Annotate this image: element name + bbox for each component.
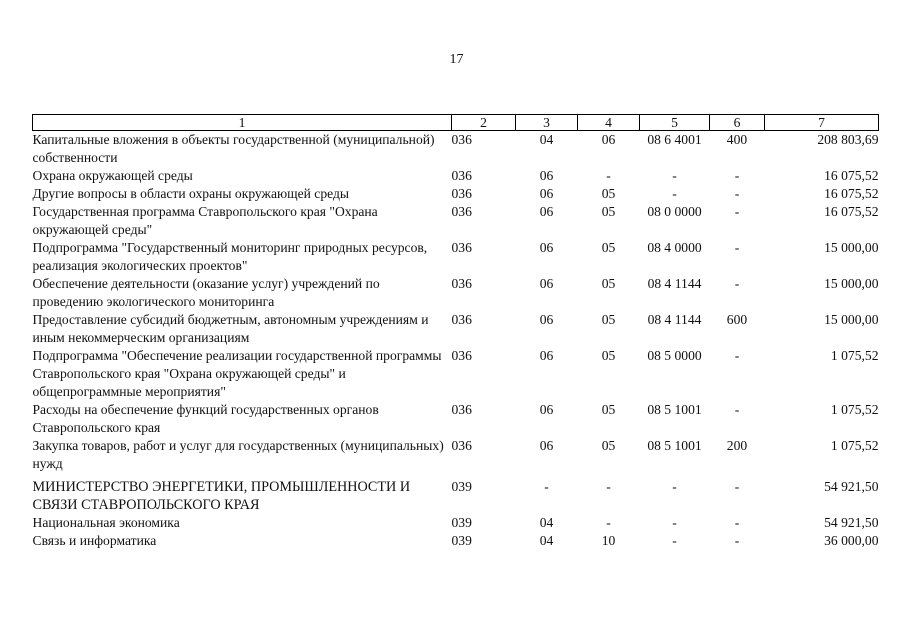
row-section: 04 xyxy=(539,533,554,548)
row-ministry-code: 036 xyxy=(451,438,472,453)
table-row xyxy=(33,239,879,275)
header-cell-2: 2 xyxy=(452,115,516,131)
row-ministry-code: 036 xyxy=(451,348,472,363)
page-number: 17 xyxy=(449,52,464,67)
row-ministry-code: 036 xyxy=(451,132,472,147)
row-subsection: 05 xyxy=(601,312,616,327)
row-target-article: 08 6 4001 xyxy=(647,132,702,147)
row-name: Подпрограмма "Обеспечение реализации государственной программы Ставропольского края "Охрана окружающей среды" и общепрограммные мероприятия" xyxy=(32,348,442,399)
row-target-article: 08 4 0000 xyxy=(647,240,702,255)
row-section: 04 xyxy=(539,132,554,147)
row-amount: 16 075,52 xyxy=(824,204,879,219)
row-section: 06 xyxy=(539,168,554,183)
row-ministry-code: 036 xyxy=(451,186,472,201)
row-amount: 15 000,00 xyxy=(824,240,879,255)
row-amount: 54 921,50 xyxy=(824,515,879,530)
header-cell-6: 6 xyxy=(710,115,765,131)
row-expense-type: 400 xyxy=(726,132,748,147)
row-subsection: 05 xyxy=(601,186,616,201)
row-subsection: 05 xyxy=(601,240,616,255)
row-subsection: - xyxy=(606,168,611,183)
row-target-article: - xyxy=(672,515,677,530)
row-target-article: 08 5 1001 xyxy=(647,402,702,417)
row-name: Капитальные вложения в объекты государственной (муниципальной) собственности xyxy=(32,132,435,165)
row-target-article: 08 4 1144 xyxy=(647,312,702,327)
row-amount: 16 075,52 xyxy=(824,168,879,183)
row-name: Другие вопросы в области охраны окружающей среды xyxy=(32,186,350,201)
row-target-article: 08 0 0000 xyxy=(647,204,702,219)
row-name: Национальная экономика xyxy=(32,515,180,530)
row-amount: 15 000,00 xyxy=(824,312,879,327)
table-row xyxy=(33,532,879,550)
row-ministry-code: 039 xyxy=(451,515,472,530)
row-amount: 54 921,50 xyxy=(824,479,879,494)
row-target-article: 08 5 0000 xyxy=(647,348,702,363)
row-amount: 1 075,52 xyxy=(830,438,879,453)
row-target-article: 08 5 1001 xyxy=(647,438,702,453)
header-cell-1: 1 xyxy=(33,115,452,131)
row-expense-type: - xyxy=(734,240,740,255)
row-expense-type: - xyxy=(734,479,740,494)
row-subsection: 05 xyxy=(601,348,616,363)
row-subsection: 10 xyxy=(601,533,616,548)
row-ministry-code: 036 xyxy=(451,276,472,291)
header-cell-3: 3 xyxy=(516,115,578,131)
row-target-article: - xyxy=(672,479,677,494)
row-section: 06 xyxy=(539,276,554,291)
row-subsection: 05 xyxy=(601,276,616,291)
table-row xyxy=(33,203,879,239)
budget-table xyxy=(32,114,879,550)
row-amount: 1 075,52 xyxy=(830,348,879,363)
row-name: МИНИСТЕРСТВО ЭНЕРГЕТИКИ, ПРОМЫШЛЕННОСТИ И СВЯЗИ СТАВРОПОЛЬСКОГО КРАЯ xyxy=(32,479,411,513)
row-subsection: 05 xyxy=(601,204,616,219)
row-ministry-code: 036 xyxy=(451,204,472,219)
row-amount: 208 803,69 xyxy=(817,132,879,147)
row-name: Предоставление субсидий бюджетным, автономным учреждениям и иным некоммерческим организациям xyxy=(32,312,429,345)
row-target-article: - xyxy=(672,168,677,183)
row-ministry-code: 036 xyxy=(451,240,472,255)
row-target-article: - xyxy=(672,533,677,548)
row-section: 06 xyxy=(539,240,554,255)
header-cell-7: 7 xyxy=(765,115,879,131)
table-row xyxy=(33,131,879,168)
row-amount: 16 075,52 xyxy=(824,186,879,201)
table-row xyxy=(33,311,879,347)
table-row xyxy=(33,347,879,401)
row-name: Подпрограмма "Государственный мониторинг природных ресурсов, реализация экологических проектов" xyxy=(32,240,428,273)
row-name: Связь и информатика xyxy=(32,533,157,548)
row-expense-type: - xyxy=(734,515,740,530)
row-name: Охрана окружающей среды xyxy=(32,168,193,183)
row-name: Расходы на обеспечение функций государственных органов Ставропольского края xyxy=(32,402,379,435)
row-expense-type: 200 xyxy=(726,438,748,453)
row-ministry-code: 039 xyxy=(451,479,472,494)
table-row xyxy=(33,185,879,203)
header-row xyxy=(33,115,879,131)
table-row xyxy=(33,437,879,473)
row-expense-type: - xyxy=(734,186,740,201)
table-body xyxy=(33,131,879,551)
row-ministry-code: 036 xyxy=(451,168,472,183)
table-row xyxy=(33,514,879,532)
header-cell-4: 4 xyxy=(578,115,640,131)
row-section: 06 xyxy=(539,438,554,453)
row-expense-type: - xyxy=(734,168,740,183)
row-section: - xyxy=(544,479,549,494)
row-expense-type: - xyxy=(734,348,740,363)
row-name: Государственная программа Ставропольского края "Охрана окружающей среды" xyxy=(32,204,378,237)
row-expense-type: - xyxy=(734,276,740,291)
row-section: 06 xyxy=(539,204,554,219)
row-ministry-code: 036 xyxy=(451,402,472,417)
row-subsection: 05 xyxy=(601,438,616,453)
table-row-ministry xyxy=(33,473,879,514)
row-subsection: 06 xyxy=(601,132,616,147)
row-amount: 36 000,00 xyxy=(824,533,879,548)
row-section: 06 xyxy=(539,348,554,363)
row-expense-type: - xyxy=(734,204,740,219)
row-ministry-code: 036 xyxy=(451,312,472,327)
row-ministry-code: 039 xyxy=(451,533,472,548)
table-row xyxy=(33,275,879,311)
row-target-article: - xyxy=(672,186,677,201)
row-target-article: 08 4 1144 xyxy=(647,276,702,291)
row-amount: 15 000,00 xyxy=(824,276,879,291)
table-header xyxy=(33,115,879,131)
row-section: 06 xyxy=(539,186,554,201)
row-subsection: - xyxy=(606,479,611,494)
row-name: Обеспечение деятельности (оказание услуг) учреждений по проведению экологического мониторинга xyxy=(32,276,380,309)
row-section: 06 xyxy=(539,402,554,417)
row-section: 06 xyxy=(539,312,554,327)
row-subsection: - xyxy=(606,515,611,530)
row-expense-type: - xyxy=(734,402,740,417)
row-subsection: 05 xyxy=(601,402,616,417)
row-name: Закупка товаров, работ и услуг для государственных (муниципальных) нужд xyxy=(32,438,444,471)
row-expense-type: - xyxy=(734,533,740,548)
row-expense-type: 600 xyxy=(726,312,748,327)
row-amount: 1 075,52 xyxy=(830,402,879,417)
header-cell-5: 5 xyxy=(640,115,710,131)
table-row xyxy=(33,401,879,437)
table-row xyxy=(33,167,879,185)
row-section: 04 xyxy=(539,515,554,530)
